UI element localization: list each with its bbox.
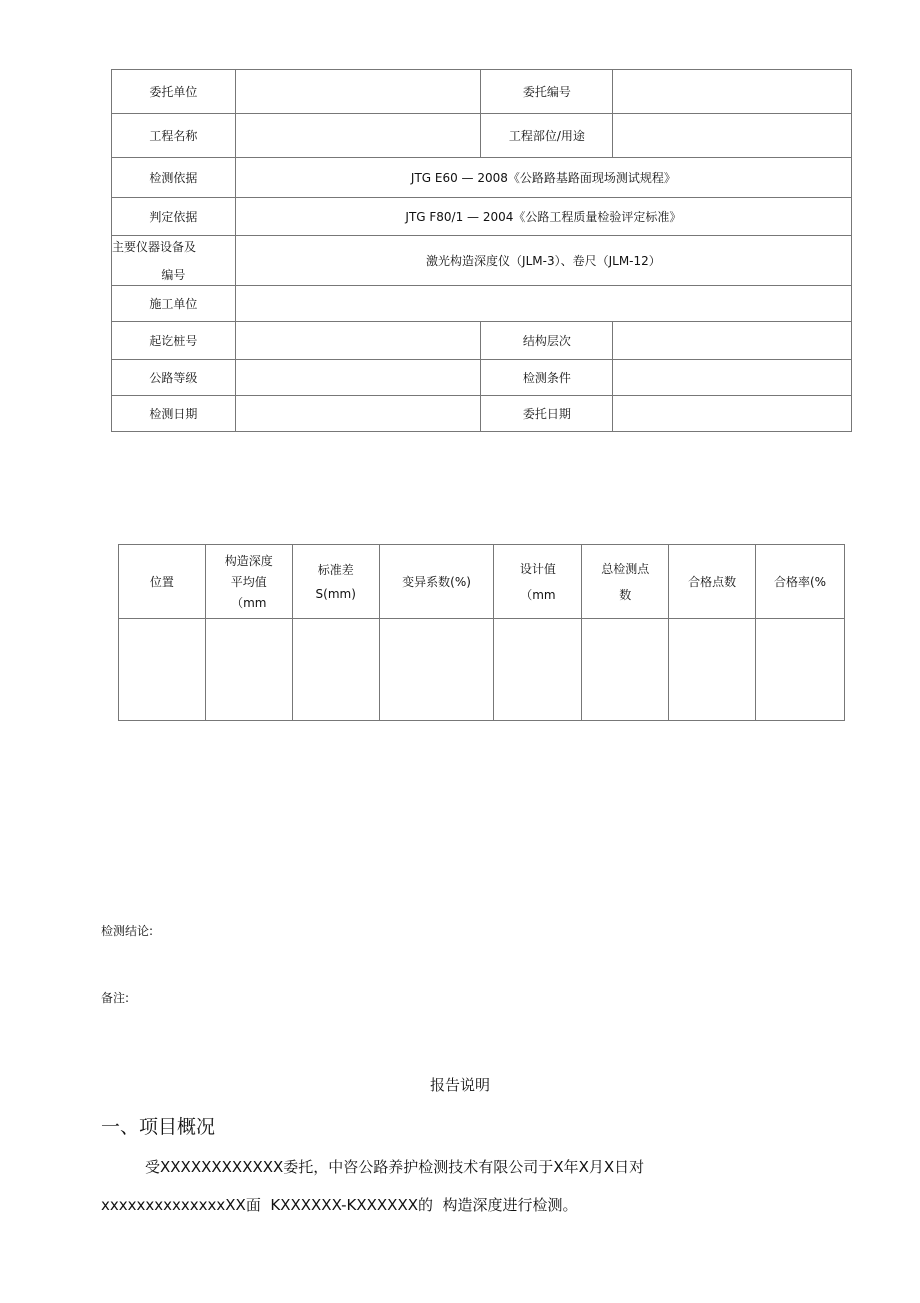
instruments-label xyxy=(112,236,236,286)
judge-basis-label: 判定依据 xyxy=(112,198,236,236)
header-points-line2: 数 xyxy=(619,587,632,602)
instruments-label-line2: 编号 xyxy=(161,268,186,282)
header-qualified-points: 合格点数 xyxy=(669,545,756,619)
cell-design xyxy=(494,619,582,721)
conclusion-label: 检测结论: xyxy=(101,924,154,938)
header-design-line1: 设计值 xyxy=(519,561,556,576)
commission-no-value xyxy=(613,70,852,114)
project-part-value xyxy=(613,114,852,158)
instruments-value: 激光构造深度仪（JLM-3）、卷尺（JLM-12） xyxy=(235,236,851,286)
commission-no-label: 委托编号 xyxy=(481,70,613,114)
header-points-line1: 总检测点 xyxy=(601,561,650,576)
header-total-points xyxy=(582,545,669,619)
header-design-value xyxy=(494,545,582,619)
road-grade-label: 公路等级 xyxy=(112,360,236,396)
paragraph-line2: xxxxxxxxxxxxxxXX面 KXXXXXX-KXXXXXX的 构造深度进行检测。 xyxy=(101,1196,578,1214)
station-label: 起讫桩号 xyxy=(112,322,236,360)
paragraph-line1: 受XXXXXXXXXXXX委托，中咨公路养护检测技术有限公司于X年X月X日对 xyxy=(145,1158,645,1176)
cell-qualified xyxy=(669,619,756,721)
client-unit-value xyxy=(235,70,481,114)
header-texture-depth xyxy=(205,545,292,619)
basic-info-table xyxy=(111,69,852,432)
test-condition-value xyxy=(613,360,852,396)
judge-basis-value: JTG F80/1 — 2004《公路工程质量检验评定标准》 xyxy=(235,198,851,236)
header-depth-line2: 平均值 xyxy=(230,574,267,589)
commission-date-value xyxy=(613,396,852,432)
table-row xyxy=(119,619,845,721)
remark-label: 备注: xyxy=(101,991,130,1005)
cell-depth xyxy=(205,619,292,721)
cell-position xyxy=(119,619,206,721)
road-grade-value xyxy=(235,360,481,396)
result-table xyxy=(118,544,845,721)
structure-layer-value xyxy=(613,322,852,360)
report-title: 报告说明 xyxy=(429,1076,490,1094)
test-basis-value: JTG E60 — 2008《公路路基路面现场测试规程》 xyxy=(235,158,851,198)
station-value xyxy=(235,322,481,360)
header-pass-rate: 合格率(% xyxy=(756,545,845,619)
section-heading: 一、项目概况 xyxy=(101,1116,216,1138)
project-name-value xyxy=(235,114,481,158)
project-part-label: 工程部位/用途 xyxy=(481,114,613,158)
header-std-line1: 标准差 xyxy=(317,562,354,577)
project-name-label: 工程名称 xyxy=(112,114,236,158)
header-std-line2: S(mm) xyxy=(315,586,356,601)
cell-rate xyxy=(756,619,845,721)
construction-unit-value xyxy=(235,286,851,322)
header-std-dev xyxy=(292,545,379,619)
client-unit-label: 委托单位 xyxy=(112,70,236,114)
test-date-value xyxy=(235,396,481,432)
header-depth-line1: 构造深度 xyxy=(224,553,273,568)
header-design-line2: （mm xyxy=(520,587,556,602)
cell-points xyxy=(582,619,669,721)
cell-std xyxy=(292,619,379,721)
header-depth-line3: （mm xyxy=(231,595,267,610)
test-condition-label: 检测条件 xyxy=(481,360,613,396)
cell-cv xyxy=(379,619,494,721)
commission-date-label: 委托日期 xyxy=(481,396,613,432)
header-position: 位置 xyxy=(119,545,206,619)
instruments-label-line1: 主要仪器设备及 xyxy=(112,240,197,254)
header-cv: 变异系数(%) xyxy=(379,545,494,619)
structure-layer-label: 结构层次 xyxy=(481,322,613,360)
construction-unit-label: 施工单位 xyxy=(112,286,236,322)
test-basis-label: 检测依据 xyxy=(112,158,236,198)
test-date-label: 检测日期 xyxy=(112,396,236,432)
